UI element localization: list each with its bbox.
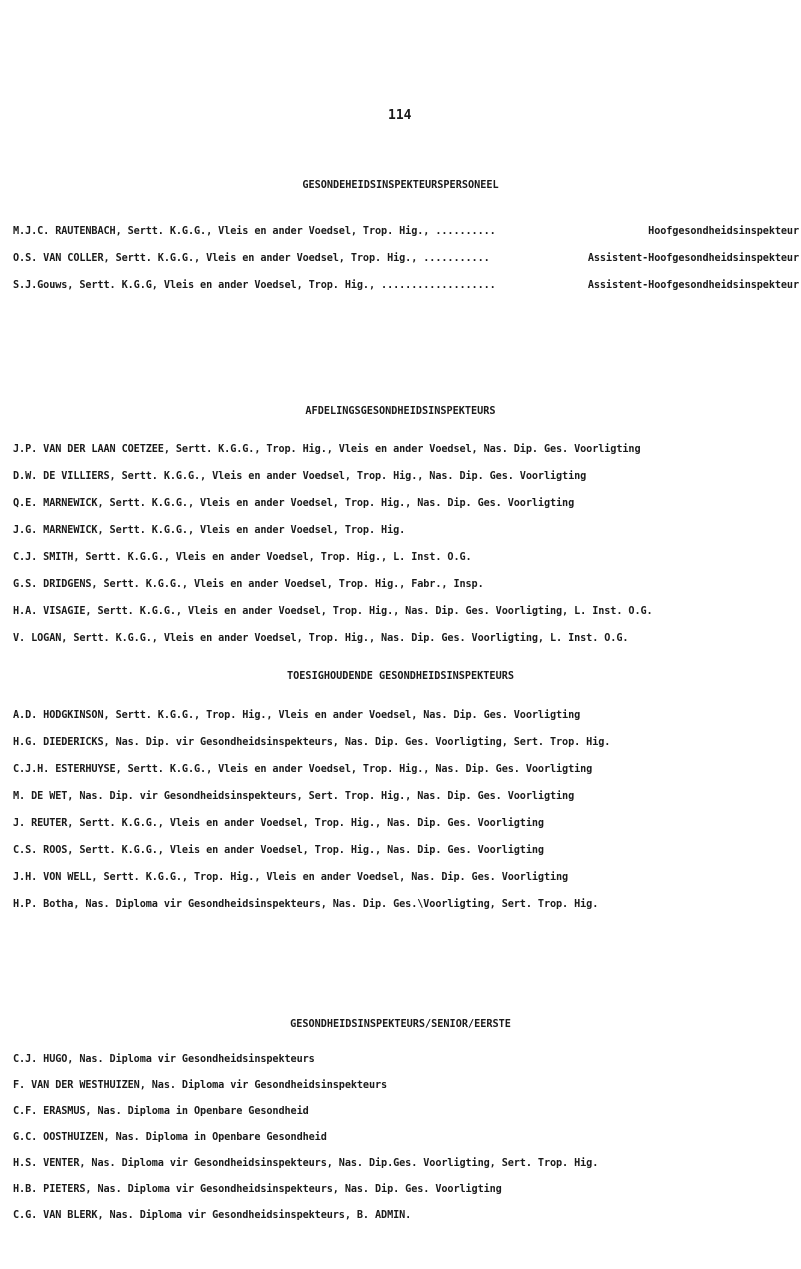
staff-entry: H.P. Botha, Nas. Diploma vir Gesondheidsinspekteurs, Nas. Dip. Ges.\Voorligting, Sert. Trop. Hig.	[13, 899, 599, 910]
section-afdelings	[13, 436, 799, 652]
staff-entry	[13, 245, 799, 272]
section-heading-senior-eerste: GESONDHEIDSINSPEKTEURS/SENIOR/EERSTE	[290, 1019, 511, 1030]
staff-entry: D.W. DE VILLIERS, Sertt. K.G.G., Vleis en ander Voedsel, Trop. Hig., Nas. Dip. Ges. Voorligting	[13, 471, 587, 482]
section-heading-personeel: GESONDEHEIDSINSPEKTEURSPERSONEEL	[302, 180, 499, 191]
staff-entry: C.S. ROOS, Sertt. K.G.G., Vleis en ander Voedsel, Trop. Hig., Nas. Dip. Ges. Voorligting	[13, 845, 544, 856]
section-toesighoudende	[13, 702, 799, 918]
page-number: 114	[388, 108, 412, 123]
section-senior-eerste	[13, 1047, 799, 1229]
staff-entry: F. VAN DER WESTHUIZEN, Nas. Diploma vir Gesondheidsinspekteurs	[13, 1080, 388, 1091]
staff-entry: C.J.H. ESTERHUYSE, Sertt. K.G.G., Vleis en ander Voedsel, Trop. Hig., Nas. Dip. Ges. Voorligting	[13, 764, 593, 775]
staff-role: Assistent-Hoofgesondheidsinspekteur	[587, 280, 799, 291]
staff-entry	[13, 272, 799, 299]
staff-entry: C.F. ERASMUS, Nas. Diploma in Openbare Gesondheid	[13, 1106, 309, 1117]
staff-entry: H.G. DIEDERICKS, Nas. Dip. vir Gesondheidsinspekteurs, Nas. Dip. Ges. Voorligting, Sert. Trop. Hig.	[13, 737, 611, 748]
staff-entry: G.C. OOSTHUIZEN, Nas. Diploma in Openbare Gesondheid	[13, 1132, 327, 1143]
staff-entry: M. DE WET, Nas. Dip. vir Gesondheidsinspekteurs, Sert. Trop. Hig., Nas. Dip. Ges. Voorligting	[13, 791, 575, 802]
staff-entry: C.G. VAN BLERK, Nas. Diploma vir Gesondheidsinspekteurs, B. ADMIN.	[13, 1210, 412, 1221]
staff-entry: V. LOGAN, Sertt. K.G.G., Vleis en ander Voedsel, Trop. Hig., Nas. Dip. Ges. Voorligting, L. Inst. O.G.	[13, 633, 629, 644]
staff-entry: H.A. VISAGIE, Sertt. K.G.G., Vleis en ander Voedsel, Trop. Hig., Nas. Dip. Ges. Voorligting, L. Inst. O.G.	[13, 606, 653, 617]
staff-entry: C.J. SMITH, Sertt. K.G.G., Vleis en ander Voedsel, Trop. Hig., L. Inst. O.G.	[13, 552, 472, 563]
staff-role: Hoofgesondheidsinspekteur	[648, 226, 799, 237]
staff-entry: H.S. VENTER, Nas. Diploma vir Gesondheidsinspekteurs, Nas. Dip.Ges. Voorligting, Sert. Trop. Hig.	[13, 1158, 599, 1169]
staff-qualifications: O.S. VAN COLLER, Sertt. K.G.G., Vleis en ander Voedsel, Trop. Hig., ...........	[13, 253, 490, 264]
staff-entry: J.H. VON WELL, Sertt. K.G.G., Trop. Hig., Vleis en ander Voedsel, Nas. Dip. Ges. Voorligting	[13, 872, 569, 883]
staff-qualifications: M.J.C. RAUTENBACH, Sertt. K.G.G., Vleis en ander Voedsel, Trop. Hig., ..........	[13, 226, 496, 237]
section-personeel	[13, 218, 799, 299]
staff-entry	[13, 218, 799, 245]
staff-entry: Q.E. MARNEWICK, Sertt. K.G.G., Vleis en ander Voedsel, Trop. Hig., Nas. Dip. Ges. Voorligting	[13, 498, 575, 509]
staff-qualifications: S.J.Gouws, Sertt. K.G.G, Vleis en ander Voedsel, Trop. Hig., ...................	[13, 280, 496, 291]
staff-entry: J.P. VAN DER LAAN COETZEE, Sertt. K.G.G., Trop. Hig., Vleis en ander Voedsel, Nas. Dip. Ges. Voorligting	[13, 444, 641, 455]
section-heading-afdelings: AFDELINGSGESONDHEIDSINSPEKTEURS	[305, 406, 496, 417]
staff-entry: J. REUTER, Sertt. K.G.G., Vleis en ander Voedsel, Trop. Hig., Nas. Dip. Ges. Voorligting	[13, 818, 544, 829]
staff-entry: G.S. DRIDGENS, Sertt. K.G.G., Vleis en ander Voedsel, Trop. Hig., Fabr., Insp.	[13, 579, 484, 590]
staff-entry: A.D. HODGKINSON, Sertt. K.G.G., Trop. Hig., Vleis en ander Voedsel, Nas. Dip. Ges. Voorligting	[13, 710, 581, 721]
section-heading-toesighoudende: TOESIGHOUDENDE GESONDHEIDSINSPEKTEURS	[287, 671, 514, 682]
staff-role: Assistent-Hoofgesondheidsinspekteur	[587, 253, 799, 264]
staff-entry: C.J. HUGO, Nas. Diploma vir Gesondheidsinspekteurs	[13, 1054, 315, 1065]
staff-entry: H.B. PIETERS, Nas. Diploma vir Gesondheidsinspekteurs, Nas. Dip. Ges. Voorligting	[13, 1184, 502, 1195]
staff-entry: J.G. MARNEWICK, Sertt. K.G.G., Vleis en ander Voedsel, Trop. Hig.	[13, 525, 406, 536]
